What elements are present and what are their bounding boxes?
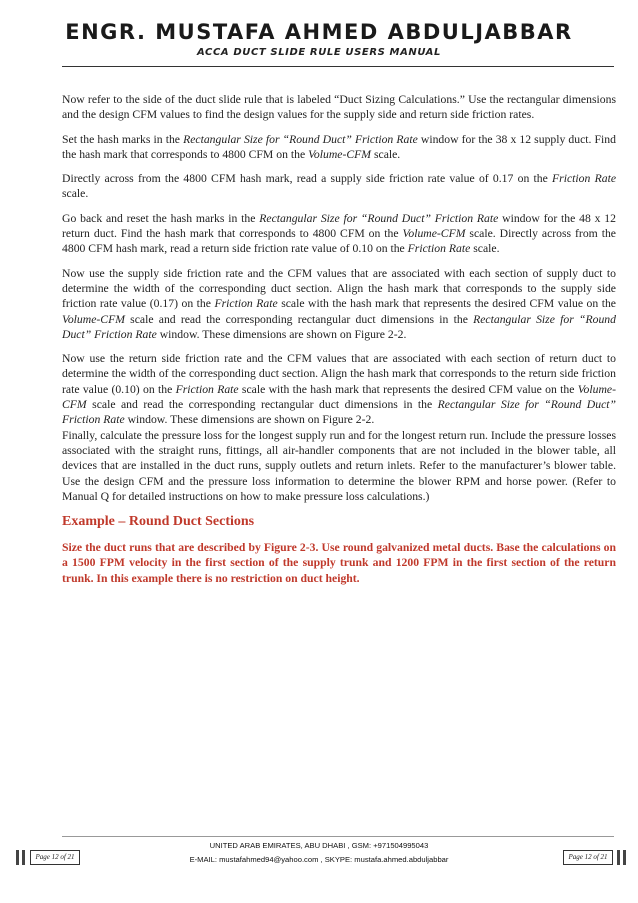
italic-window-name: Rectangular Size for “Round Duct” Friction Rate: [62, 312, 616, 341]
italic-window-name: Rectangular Size for “Round Duct” Friction Rate: [183, 132, 418, 146]
footer-contact-email: E-MAIL: mustafahmed94@yahoo.com , SKYPE: mustafa.ahmed.abduljabbar: [189, 855, 449, 864]
italic-window-name: Rectangular Size for “Round Duct” Friction Rate: [259, 211, 499, 225]
italic-scale-name: Friction Rate: [175, 382, 239, 396]
manual-subtitle: ACCA DUCT SLIDE RULE USERS MANUAL: [197, 47, 441, 58]
text-run: scale.: [371, 147, 401, 161]
right-edge-bar: [623, 850, 626, 865]
italic-scale-name: Friction Rate: [407, 242, 471, 256]
text-run: Now use the supply side friction rate and the CFM values that are associated with each section of supply duct to determine the width of the corresponding duct section. Align the hash mark that corresponds to the supply side friction rate value (0.17) on the: [62, 266, 616, 311]
footer-divider: [62, 836, 614, 837]
italic-scale-name: Volume-CFM: [402, 227, 466, 241]
page-number-right: Page 12 of 21: [563, 850, 613, 865]
text-run: scale.: [470, 242, 500, 256]
paragraph-pressure-loss: Finally, calculate the pressure loss for the longest supply run and for the longest return run. Include the pressure losses associated with the straight runs, fittings, all air-handler components that are not included in the blower table, all devices that are installed in the duct runs, supply outlets and return inlets. Refer to the manufacturer’s blower table. Use the design CFM and the pressure loss information to determine the blower RPM and horse power. (Refer to Manual Q for detailed instructions on how to make pressure loss calculations.): [62, 428, 616, 503]
paragraph-return-duct-widths: [62, 351, 616, 427]
italic-scale-name: Friction Rate: [214, 297, 278, 311]
paragraph-duct-sizing-intro: Now refer to the side of the duct slide rule that is labeled “Duct Sizing Calculations.” Use the rectangular dimensions and the design CFM values to find the design values for the supply side and return side friction rates.: [62, 93, 616, 122]
text-run: window for the 48 x 12 return duct. Find the hash mark that corresponds to 4800 CFM on the: [62, 211, 616, 241]
italic-window-name: Rectangular Size for “Round Duct” Friction Rate: [62, 398, 616, 427]
header-divider: [62, 66, 614, 67]
left-edge-bar: [22, 850, 25, 865]
text-run: Now use the return side friction rate and the CFM values that are associated with each section of return duct to determine the width of the corresponding duct section. Align the hash mark that corresponds to the return side friction rate value (0.10) on the: [62, 352, 616, 396]
example-heading: Example – Round Duct Sections: [62, 514, 255, 530]
text-run: scale.: [62, 187, 89, 201]
text-run: scale with the hash mark that represents the desired CFM value on the: [277, 297, 616, 311]
text-run: scale with the hash mark that represents the desired CFM value on the: [238, 382, 578, 396]
paragraph-supply-hash-marks: [62, 132, 616, 163]
text-run: scale and read the corresponding rectangular duct dimensions in the: [124, 312, 474, 326]
paragraph-return-hash-marks: [62, 211, 616, 257]
italic-scale-name: Volume-CFM: [62, 382, 616, 412]
italic-scale-name: Volume-CFM: [62, 312, 125, 326]
italic-scale-name: Friction Rate: [552, 172, 617, 186]
footer-contact-location: UNITED ARAB EMIRATES, ABU DHABI , GSM: +971504995043: [209, 841, 429, 850]
page-number-left: Page 12 of 21: [30, 850, 80, 865]
italic-scale-name: Volume-CFM: [308, 147, 372, 161]
paragraph-supply-friction-rate: [62, 171, 616, 202]
left-edge-bar: [16, 850, 19, 865]
document-body: [62, 92, 616, 595]
right-edge-bar: [617, 850, 620, 865]
text-run: Go back and reset the hash marks in the: [62, 211, 260, 225]
text-run: Directly across from the 4800 CFM hash mark, read a supply side friction rate value of 0.17 on the: [62, 172, 553, 186]
text-run: Set the hash marks in the: [62, 132, 184, 146]
text-run: scale and read the corresponding rectangular duct dimensions in the: [86, 398, 438, 412]
text-run: window. These dimensions are shown on Figure 2-2.: [156, 327, 407, 341]
text-run: scale. Directly across from the 4800 CFM hash mark, read a return side friction rate value of 0.10 on the: [62, 227, 616, 256]
paragraph-supply-duct-widths: [62, 266, 616, 342]
text-run: window for the 38 x 12 supply duct. Find the hash mark that corresponds to 4800 CFM on the: [62, 132, 616, 161]
text-run: window. These dimensions are shown on Figure 2-2.: [124, 413, 375, 427]
author-name-title: ENGR. MUSTAFA AHMED ABDULJABBAR: [65, 20, 573, 44]
example-instructions: Size the duct runs that are described by Figure 2-3. Use round galvanized metal ducts. Base the calculations on a 1500 FPM velocity in the first section of the supply trunk and 1200 FPM in the first section of the return trunk. In this example there is no restriction on duct height.: [62, 541, 616, 585]
